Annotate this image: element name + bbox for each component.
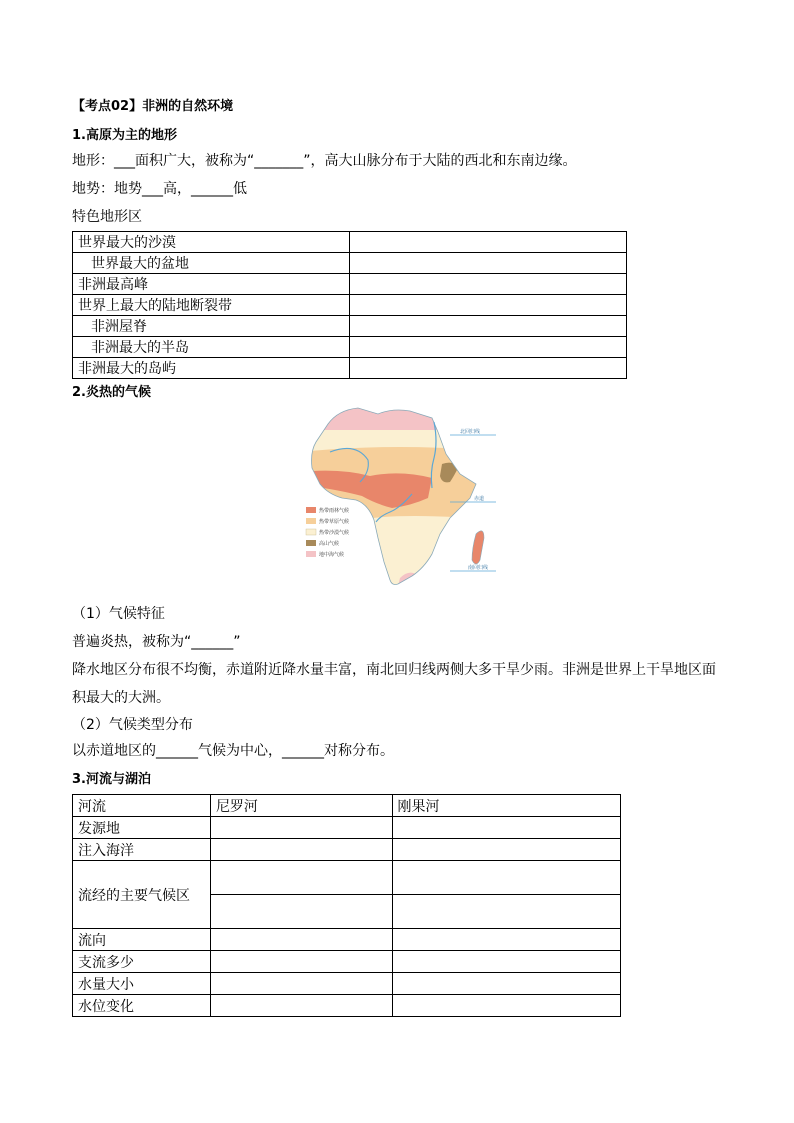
answer-cell[interactable] — [392, 817, 620, 839]
row-label: 非洲最高峰 — [73, 274, 350, 295]
answer-cell[interactable] — [392, 861, 620, 895]
answer-cell[interactable] — [392, 973, 620, 995]
answer-cell[interactable] — [210, 929, 392, 951]
answer-cell[interactable] — [349, 232, 626, 253]
answer-cell[interactable] — [210, 861, 392, 895]
row-label: 发源地 — [73, 817, 211, 839]
table-row — [73, 973, 621, 995]
table-row — [73, 795, 621, 817]
legend-label: 热带草原气候 — [319, 519, 350, 525]
table-row — [73, 295, 627, 316]
table-row — [73, 995, 621, 1017]
answer-cell[interactable] — [349, 316, 626, 337]
answer-cell[interactable] — [392, 839, 620, 861]
landform-heading: 1.高原为主的地形 — [72, 128, 177, 143]
table-row — [73, 337, 627, 358]
row-label: 世界最大的沙漠 — [73, 232, 350, 253]
climate-line2b: 积最大的大洲。 — [72, 690, 170, 706]
climate-line1: 普遍炎热，被称为“______” — [72, 634, 241, 650]
table-row — [73, 951, 621, 973]
lat-label: 南回归线 — [468, 565, 489, 571]
legend-label: 高山气候 — [319, 541, 340, 547]
row-label: 水位变化 — [73, 995, 211, 1017]
legend-swatch — [306, 540, 316, 546]
row-label: 流向 — [73, 929, 211, 951]
header-cell: 河流 — [73, 795, 211, 817]
row-label: 世界上最大的陆地断裂带 — [73, 295, 350, 316]
row-label: 支流多少 — [73, 951, 211, 973]
answer-cell[interactable] — [392, 951, 620, 973]
header-cell: 刚果河 — [392, 795, 620, 817]
answer-cell[interactable] — [392, 895, 620, 929]
rivers-heading: 3.河流与湖泊 — [72, 772, 151, 787]
legend-swatch — [306, 518, 316, 524]
legend-swatch — [306, 551, 316, 557]
lat-label: 赤道 — [474, 496, 485, 502]
legend-swatch — [306, 507, 316, 513]
mediterranean-zone — [300, 402, 500, 430]
row-label: 流经的主要气候区 — [73, 861, 211, 929]
landform-table — [72, 231, 627, 379]
climate-sub2: （2）气候类型分布 — [72, 717, 193, 733]
section-title: 【考点02】非洲的自然环境 — [72, 99, 234, 114]
table-row — [73, 358, 627, 379]
madagascar — [472, 531, 484, 564]
table-row — [73, 232, 627, 253]
table-row — [73, 839, 621, 861]
header-cell: 尼罗河 — [210, 795, 392, 817]
climate-line2a: 降水地区分布很不均衡，赤道附近降水量丰富，南北回归线两侧大多干旱少雨。非洲是世界上干旱地区面 — [72, 662, 716, 678]
lat-label: 北回归线 — [460, 429, 481, 435]
map-legend — [306, 507, 349, 558]
answer-cell[interactable] — [349, 253, 626, 274]
climate-line3: 以赤道地区的______气候为中心，______对称分布。 — [72, 743, 394, 759]
answer-cell[interactable] — [392, 929, 620, 951]
answer-cell[interactable] — [210, 817, 392, 839]
table-row — [73, 929, 621, 951]
answer-cell[interactable] — [392, 995, 620, 1017]
table-row — [73, 274, 627, 295]
slope-line: 地势：地势___高，______低 — [72, 181, 247, 197]
row-label: 非洲最大的岛屿 — [73, 358, 350, 379]
climate-heading: 2.炎热的气候 — [72, 385, 151, 400]
feature-label: 特色地形区 — [72, 209, 142, 225]
answer-cell[interactable] — [210, 895, 392, 929]
answer-cell[interactable] — [349, 337, 626, 358]
terrain-line: 地形：___面积广大，被称为“_______”，高大山脉分布于大陆的西北和东南边缘。 — [72, 153, 577, 169]
legend-label: 地中海气候 — [319, 552, 345, 558]
row-label: 非洲最大的半岛 — [73, 337, 350, 358]
answer-cell[interactable] — [349, 295, 626, 316]
legend-label: 热带沙漠气候 — [319, 530, 350, 536]
answer-cell[interactable] — [210, 995, 392, 1017]
table-row — [73, 817, 621, 839]
answer-cell[interactable] — [210, 973, 392, 995]
legend-swatch — [306, 529, 316, 535]
row-label: 非洲屋脊 — [73, 316, 350, 337]
answer-cell[interactable] — [210, 839, 392, 861]
climate-sub1: （1）气候特征 — [72, 606, 165, 622]
answer-cell[interactable] — [210, 951, 392, 973]
table-row — [73, 316, 627, 337]
row-label: 世界最大的盆地 — [73, 253, 350, 274]
row-label: 注入海洋 — [73, 839, 211, 861]
row-label: 水量大小 — [73, 973, 211, 995]
legend-label: 热带雨林气候 — [319, 508, 350, 514]
africa-climate-map — [300, 402, 500, 594]
answer-cell[interactable] — [349, 358, 626, 379]
answer-cell[interactable] — [349, 274, 626, 295]
table-row — [73, 861, 621, 895]
rivers-table — [72, 794, 621, 1017]
table-row — [73, 253, 627, 274]
